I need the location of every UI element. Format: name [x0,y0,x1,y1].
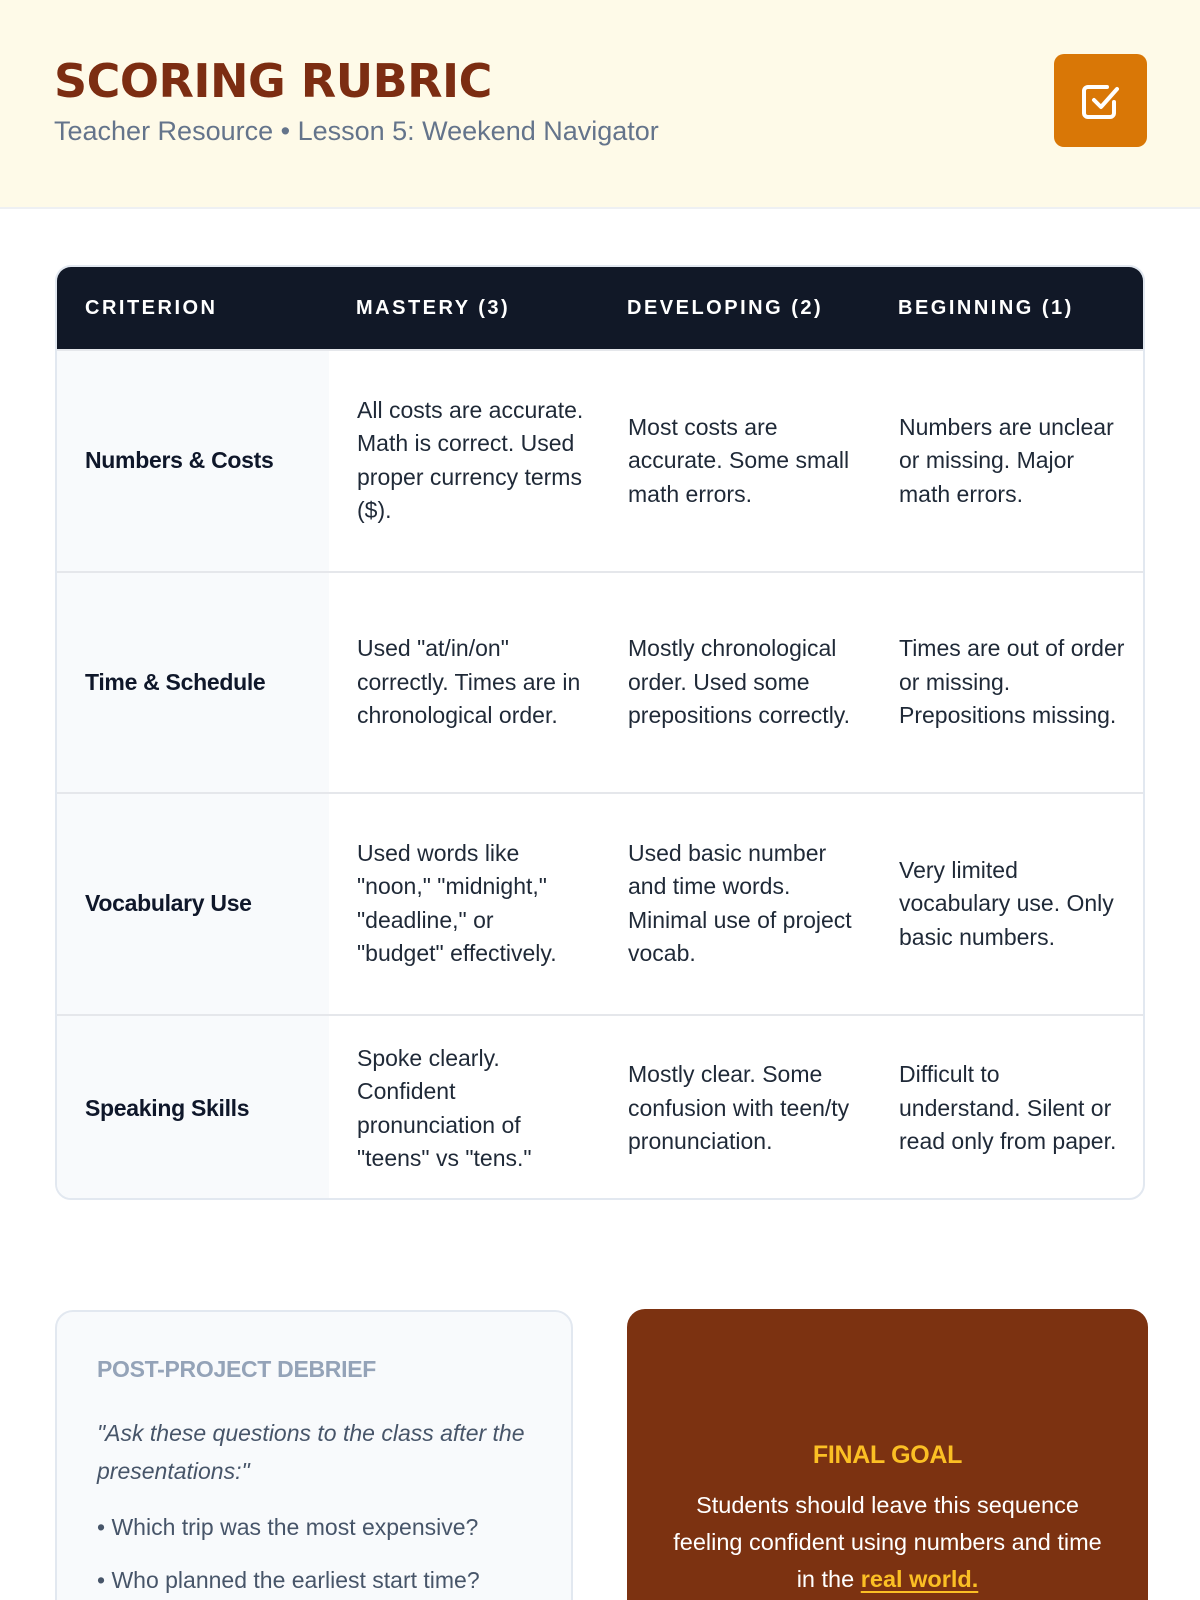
final-goal-text [667,1487,1108,1598]
column-header-mastery: MASTERY (3) [356,296,511,319]
final-goal-highlight: real world. [860,1566,979,1592]
debrief-question: Who planned the earliest start time? [111,1567,480,1593]
list-item: • Which trip was the most expensive? [97,1514,479,1540]
table-row [57,349,1143,571]
developing-cell: Mostly clear. Some confusion with teen/ty pronunciation. [628,1061,850,1155]
table-row [57,792,1143,1014]
criterion-cell: Numbers & Costs [57,351,329,571]
table-row [57,571,1143,793]
table-row [57,1014,1143,1201]
developing-cell: Most costs are accurate. Some small math errors. [628,413,850,507]
rubric-header-row [57,267,1143,349]
debrief-quote: "Ask these questions to the class after the presentations:" [97,1420,525,1484]
page-header [0,0,1200,209]
debrief-card [55,1310,573,1600]
checkbox-badge [1054,54,1147,147]
mastery-cell: Used words like "noon," "midnight," "deadline," or "budget" effectively. [357,839,557,967]
debrief-question: Which trip was the most expensive? [111,1514,479,1540]
criterion-cell: Speaking Skills [57,1016,329,1201]
mastery-cell: Used "at/in/on" correctly. Times are in chronological order. [357,635,581,728]
final-goal-title: FINAL GOAL [812,1441,963,1469]
criterion-cell: Time & Schedule [57,573,329,793]
rubric-table [55,265,1145,1200]
mastery-cell: Spoke clearly. Confident pronunciation of "teens" vs "tens." [357,1044,532,1171]
final-goal-body: Students should leave this sequence feeling confident using numbers and time in the [673,1492,1102,1592]
column-header-criterion: CRITERION [85,296,218,319]
beginning-cell: Numbers are unclear or missing. Major math errors. [899,413,1114,507]
checkbox-icon [1076,76,1126,126]
mastery-cell: All costs are accurate. Math is correct. Used proper currency terms ($). [357,396,584,524]
page-title: SCORING RUBRIC [54,54,492,108]
final-goal-card [627,1309,1148,1600]
column-header-developing: DEVELOPING (2) [627,296,824,319]
developing-cell: Used basic number and time words. Minimal use of project vocab. [628,839,852,967]
list-item: • Who planned the earliest start time? [97,1567,480,1593]
column-header-beginning: BEGINNING (1) [898,296,1074,319]
beginning-cell: Times are out of order or missing. Prepositions missing. [899,635,1125,728]
beginning-cell: Difficult to understand. Silent or read only from paper. [899,1061,1117,1155]
beginning-cell: Very limited vocabulary use. Only basic numbers. [899,856,1114,950]
debrief-title: POST-PROJECT DEBRIEF [97,1356,376,1382]
criterion-cell: Vocabulary Use [57,794,329,1014]
developing-cell: Mostly chronological order. Used some prepositions correctly. [628,635,850,728]
page-subtitle: Teacher Resource • Lesson 5: Weekend Navigator [54,116,659,146]
